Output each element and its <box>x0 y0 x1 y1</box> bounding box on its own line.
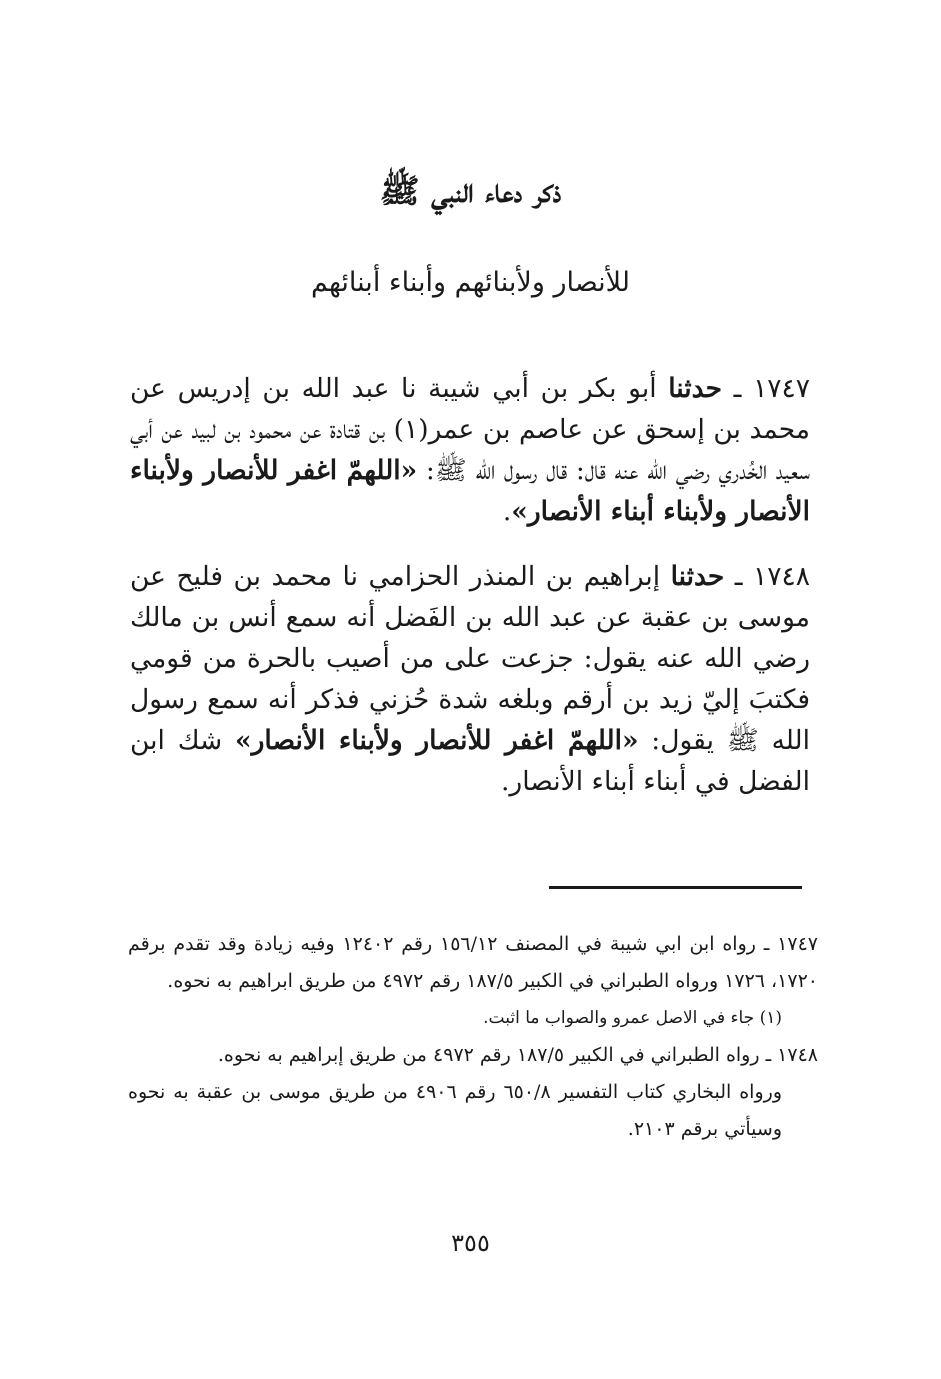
hadith-1748 <box>130 556 810 802</box>
chapter-subtitle: للأنصار ولأبنائهم وأبناء أبنائهم <box>311 267 630 298</box>
hadith-tail: شك ابن الفضل في أبناء أبناء الأنصار. <box>130 725 810 797</box>
footnote-1748-continued: ورواه البخاري كتاب التفسير ٦٥٠/٨ رقم ٤٩٠٦ من طريق موسى بن عقبة به نحوه وسيأتي برقم ٢١٠٣. <box>128 1081 782 1140</box>
hadith-lead: حدثنا <box>670 561 725 592</box>
footnotes-block <box>128 926 818 1148</box>
hadith-1747 <box>130 368 810 532</box>
hadith-number: ١٧٤٨ <box>753 561 810 592</box>
hadith-dash: ـ <box>724 561 754 592</box>
hadith-quote: «اللهمّ اغفر للأنصار ولأبناء الأنصار ولأبناء أبناء الأنصار» <box>130 455 810 527</box>
footnote-separator <box>549 886 802 889</box>
hadith-number: ١٧٤٧ <box>753 373 810 404</box>
footnote-1747: ١٧٤٧ ـ رواه ابن ابي شيبة في المصنف ١٥٦/١٢ رقم ١٢٤٠٢ وفيه زيادة وقد تقدم برقم ١٧٢٠، ١٧٢٦ ورواه الطبراني في الكبير ١٨٧/٥ رقم ٤٩٧٢ من طريق ابراهيم به نحوه. <box>128 933 818 992</box>
footnote-1: (١) جاء في الاصل عمرو والصواب ما اثبت. <box>483 1008 782 1028</box>
chapter-title: ذكر دعاء النبي ﷺ <box>379 171 562 210</box>
hadith-dash: ـ <box>721 373 754 404</box>
page-number: ٣٥٥ <box>451 1229 490 1257</box>
hadith-text-block <box>130 368 810 826</box>
hadith-chain: أبو بكر بن أبي شيبة نا عبد الله بن إدريس عن محمد بن إسحق عن عاصم بن عمر(١) بن قتادة عن محمود بن لبيد عن أبي سعيد الخُدري رضي الله عنه قال: قال رسول الله ﷺ: <box>130 373 810 486</box>
hadith-lead: حدثنا <box>668 373 722 404</box>
footnote-1748: ١٧٤٨ ـ رواه الطبراني في الكبير ١٨٧/٥ رقم ٤٩٧٢ من طريق إبراهيم به نحوه. <box>217 1044 818 1066</box>
hadith-chain: إبراهيم بن المنذر الحزامي نا محمد بن فليح عن موسى بن عقبة عن عبد الله بن الفَضل أنه سمع أنس بن مالك رضي الله عنه يقول: جزعت على من أصيب بالحرة من قومي فكتبَ إليّ زيد بن أرقم وبلغه شدة حُزني فذكر أنه سمع رسول الله ﷺ يقول: <box>130 561 810 756</box>
hadith-tail: . <box>502 496 512 527</box>
hadith-quote: «اللهمّ اغفر للأنصار ولأبناء الأنصار» <box>235 725 639 756</box>
